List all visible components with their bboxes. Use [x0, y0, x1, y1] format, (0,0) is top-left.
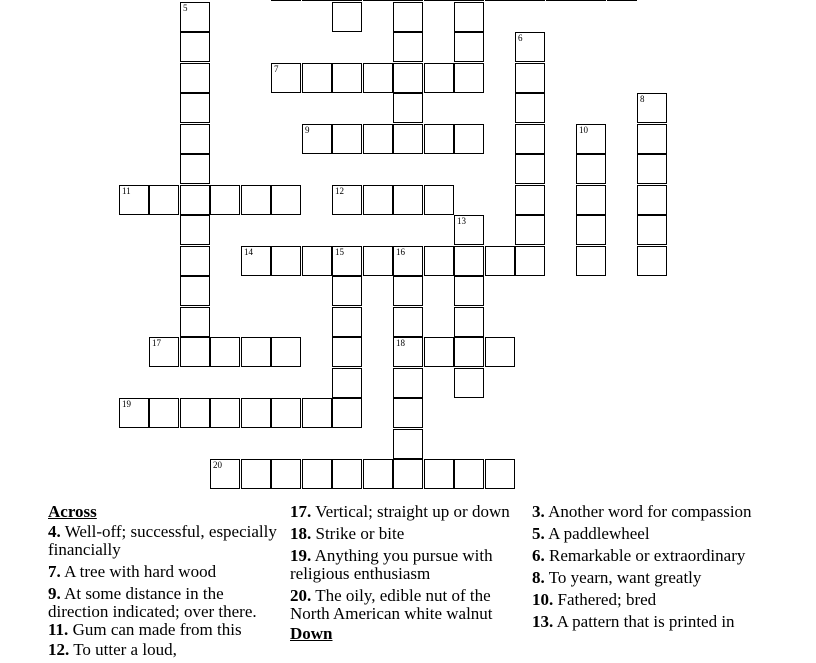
grid-cell[interactable]	[393, 429, 423, 459]
grid-cell[interactable]	[271, 459, 301, 489]
clue-number: 5	[183, 3, 188, 13]
grid-cell[interactable]	[271, 185, 301, 215]
grid-cell[interactable]	[454, 124, 484, 154]
clue-across-17: 17. Vertical; straight up or down	[290, 502, 510, 521]
grid-cell[interactable]	[149, 398, 179, 428]
grid-cell[interactable]	[271, 246, 301, 276]
grid-cell[interactable]	[485, 459, 515, 489]
grid-cell[interactable]	[454, 246, 484, 276]
grid-cell[interactable]	[393, 185, 423, 215]
clue-number: 16	[396, 247, 405, 257]
grid-cell-16[interactable]	[393, 246, 423, 276]
grid-cell[interactable]	[180, 93, 210, 123]
down-header: Down	[290, 624, 333, 643]
grid-cell[interactable]	[302, 398, 332, 428]
clue-across-19: 19. Anything you pursue with religious enthusiasm	[290, 546, 493, 583]
grid-cell[interactable]	[637, 246, 667, 276]
grid-cell[interactable]	[393, 368, 423, 398]
grid-cell[interactable]	[302, 246, 332, 276]
grid-cell[interactable]	[485, 337, 515, 367]
grid-cell[interactable]	[393, 307, 423, 337]
grid-cell[interactable]	[637, 124, 667, 154]
grid-cell-9[interactable]	[302, 124, 332, 154]
clue-number: 13	[457, 216, 466, 226]
grid-cell[interactable]	[515, 246, 545, 276]
grid-cell[interactable]	[241, 398, 271, 428]
grid-cell[interactable]	[302, 0, 332, 1]
grid-cell-5[interactable]	[180, 2, 210, 32]
grid-cell[interactable]	[393, 2, 423, 32]
grid-cell[interactable]	[271, 337, 301, 367]
grid-cell-10[interactable]	[576, 124, 606, 154]
grid-cell[interactable]	[637, 154, 667, 184]
grid-cell[interactable]	[454, 2, 484, 32]
grid-cell[interactable]	[454, 337, 484, 367]
clue-number: 20	[213, 460, 222, 470]
grid-cell[interactable]	[485, 246, 515, 276]
grid-cell[interactable]	[515, 63, 545, 93]
grid-cell[interactable]	[515, 154, 545, 184]
grid-cell[interactable]	[576, 246, 606, 276]
grid-cell-20[interactable]	[210, 459, 240, 489]
clue-across-18: 18. Strike or bite	[290, 524, 405, 543]
grid-cell[interactable]	[241, 459, 271, 489]
grid-cell[interactable]	[454, 368, 484, 398]
grid-cell[interactable]	[180, 215, 210, 245]
grid-cell[interactable]	[332, 63, 362, 93]
clue-number: 10	[579, 125, 588, 135]
grid-cell[interactable]	[424, 459, 454, 489]
grid-cell[interactable]	[576, 0, 606, 1]
clue-number: 15	[335, 247, 344, 257]
grid-cell[interactable]	[515, 185, 545, 215]
grid-cell[interactable]	[332, 276, 362, 306]
clue-number: 8	[640, 94, 645, 104]
grid-cell[interactable]	[607, 0, 637, 1]
grid-cell[interactable]	[180, 246, 210, 276]
grid-cell[interactable]	[576, 215, 606, 245]
grid-cell-19[interactable]	[119, 398, 149, 428]
grid-cell[interactable]	[332, 337, 362, 367]
clue-number: 14	[244, 247, 253, 257]
grid-cell[interactable]	[454, 32, 484, 62]
clue-down-10: 10. Fathered; bred	[532, 590, 657, 609]
grid-cell[interactable]	[424, 63, 454, 93]
clue-list	[0, 500, 816, 660]
grid-cell[interactable]	[180, 32, 210, 62]
clue-number: 11	[122, 186, 131, 196]
grid-cell[interactable]	[271, 0, 301, 1]
grid-cell[interactable]	[180, 398, 210, 428]
grid-cell[interactable]	[180, 307, 210, 337]
grid-cell[interactable]	[332, 398, 362, 428]
clue-number: 12	[335, 186, 344, 196]
clue-number: 18	[396, 338, 405, 348]
grid-cell[interactable]	[332, 2, 362, 32]
grid-cell[interactable]	[241, 185, 271, 215]
clue-number: 17	[152, 338, 161, 348]
clue-number: 7	[274, 64, 279, 74]
grid-cell[interactable]	[332, 0, 362, 1]
grid-cell[interactable]	[546, 0, 576, 1]
grid-cell[interactable]	[363, 246, 393, 276]
grid-cell[interactable]	[424, 185, 454, 215]
grid-cell[interactable]	[454, 276, 484, 306]
grid-cell[interactable]	[210, 398, 240, 428]
grid-cell[interactable]	[576, 185, 606, 215]
grid-cell[interactable]	[515, 124, 545, 154]
grid-cell[interactable]	[393, 124, 423, 154]
grid-cell-6[interactable]	[515, 32, 545, 62]
clue-number: 19	[122, 399, 131, 409]
clue-across-9: 9. At some distance in the direction indicated; over there.	[48, 584, 257, 621]
grid-cell[interactable]	[424, 0, 454, 1]
grid-cell[interactable]	[363, 124, 393, 154]
grid-cell[interactable]	[180, 154, 210, 184]
grid-cell[interactable]	[393, 276, 423, 306]
grid-cell[interactable]	[637, 185, 667, 215]
grid-cell-15[interactable]	[332, 246, 362, 276]
grid-cell[interactable]	[210, 337, 240, 367]
across-header: Across	[48, 502, 97, 521]
grid-cell[interactable]	[210, 185, 240, 215]
grid-cell-8[interactable]	[637, 93, 667, 123]
grid-cell[interactable]	[454, 63, 484, 93]
grid-cell-11[interactable]	[119, 185, 149, 215]
grid-cell[interactable]	[302, 459, 332, 489]
clue-across-11: 11. Gum can made from this	[48, 620, 242, 639]
grid-cell-12[interactable]	[332, 185, 362, 215]
grid-cell[interactable]	[393, 459, 423, 489]
grid-cell[interactable]	[180, 124, 210, 154]
clue-down-13: 13. A pattern that is printed in	[532, 612, 735, 631]
grid-cell[interactable]	[637, 215, 667, 245]
grid-cell[interactable]	[454, 459, 484, 489]
grid-cell[interactable]	[576, 154, 606, 184]
grid-cell[interactable]	[332, 459, 362, 489]
clue-down-6: 6. Remarkable or extraordinary	[532, 546, 746, 565]
grid-cell[interactable]	[515, 215, 545, 245]
grid-cell-13[interactable]	[454, 215, 484, 245]
grid-cell[interactable]	[393, 63, 423, 93]
grid-cell[interactable]	[271, 398, 301, 428]
clue-across-20: 20. The oily, edible nut of the North American white walnut	[290, 586, 493, 623]
clue-across-7: 7. A tree with hard wood	[48, 562, 217, 581]
grid-cell[interactable]	[515, 0, 545, 1]
grid-cell[interactable]	[332, 307, 362, 337]
grid-cell[interactable]	[393, 0, 423, 1]
clue-down-8: 8. To yearn, want greatly	[532, 568, 702, 587]
grid-cell[interactable]	[332, 368, 362, 398]
clue-number: 6	[518, 33, 523, 43]
grid-cell[interactable]	[393, 93, 423, 123]
grid-cell[interactable]	[332, 124, 362, 154]
grid-cell[interactable]	[393, 398, 423, 428]
grid-cell[interactable]	[180, 276, 210, 306]
grid-cell[interactable]	[363, 0, 393, 1]
grid-cell[interactable]	[393, 32, 423, 62]
grid-cell-7[interactable]	[271, 63, 301, 93]
grid-cell[interactable]	[515, 93, 545, 123]
clue-down-5: 5. A paddlewheel	[532, 524, 650, 543]
clue-column-1	[48, 503, 286, 663]
grid-cell[interactable]	[241, 337, 271, 367]
grid-cell[interactable]	[363, 459, 393, 489]
grid-cell[interactable]	[302, 63, 332, 93]
grid-cell-14[interactable]	[241, 246, 271, 276]
grid-cell[interactable]	[424, 246, 454, 276]
grid-cell[interactable]	[180, 337, 210, 367]
grid-cell[interactable]	[424, 124, 454, 154]
grid-cell[interactable]	[454, 0, 484, 1]
grid-cell[interactable]	[485, 0, 515, 1]
clue-across-12: 12. To utter a loud,	[48, 640, 177, 659]
grid-cell[interactable]	[363, 63, 393, 93]
grid-cell[interactable]	[149, 185, 179, 215]
grid-cell[interactable]	[454, 307, 484, 337]
clue-number: 9	[305, 125, 310, 135]
grid-cell[interactable]	[180, 63, 210, 93]
grid-cell[interactable]	[180, 185, 210, 215]
clue-down-3: 3. Another word for compassion	[532, 502, 752, 521]
clue-column-3	[532, 503, 770, 635]
clue-column-2	[290, 503, 528, 645]
grid-cell-18[interactable]	[393, 337, 423, 367]
grid-cell[interactable]	[363, 185, 393, 215]
clue-across-4: 4. Well-off; successful, especially financially	[48, 522, 277, 559]
grid-cell[interactable]	[424, 337, 454, 367]
grid-cell-17[interactable]	[149, 337, 179, 367]
